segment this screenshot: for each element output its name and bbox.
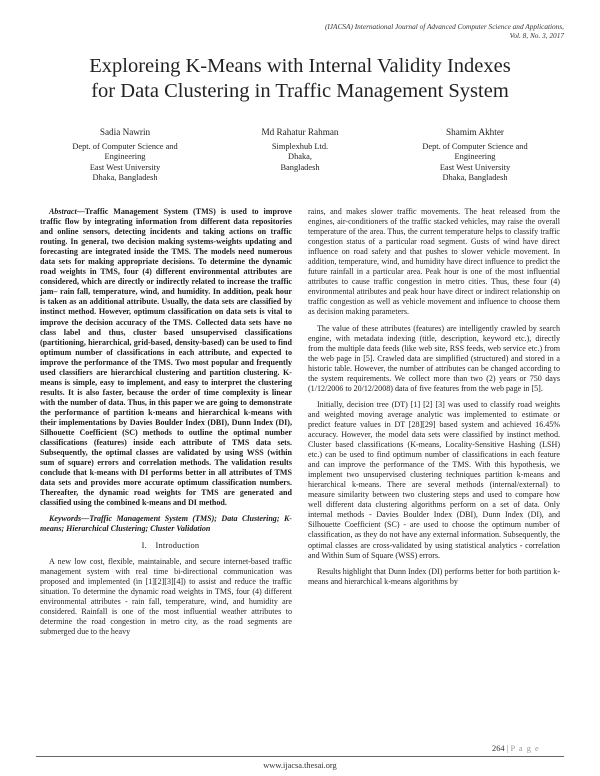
- journal-volume: Vol. 8, No. 3, 2017: [509, 31, 564, 41]
- footer-divider: [36, 756, 564, 757]
- body-paragraph: Results highlight that Dunn Index (DI) performs better for both partition k-means and hierarchical k-means algorithms by: [308, 566, 560, 586]
- author-affiliation: Engineering: [454, 152, 496, 162]
- author-affiliation: Dhaka, Bangladesh: [92, 173, 158, 183]
- author-affiliation: Simplexhub Ltd.: [271, 141, 329, 151]
- author-block-3: [400, 127, 550, 184]
- left-column: [40, 207, 292, 643]
- author-affiliation: Engineering: [104, 152, 146, 162]
- page-number: 264: [492, 744, 505, 753]
- author-affiliation: Dept. of Computer Science and: [422, 141, 528, 151]
- author-block-1: [50, 127, 200, 184]
- keywords: Keywords—Traffic Management System (TMS); Data Clustering; K-means; Hierarchical Clustering; Cluster Validation: [40, 514, 292, 534]
- title-line-1: Exploreing K-Means with Internal Validity Indexes: [89, 55, 511, 77]
- author-affiliation: East West University: [439, 162, 511, 172]
- abstract: [40, 207, 292, 508]
- page-footer: [492, 744, 540, 753]
- page-separator: |: [506, 744, 509, 753]
- section-heading: I. Introduction: [141, 540, 200, 550]
- author-affiliation: Dept. of Computer Science and: [72, 141, 178, 151]
- author-affiliation: Dhaka, Bangladesh: [442, 173, 508, 183]
- paper-title: [40, 54, 560, 104]
- title-line-2: for Data Clustering in Traffic Management System: [91, 80, 509, 102]
- author-name: Sadia Nawrin: [99, 127, 151, 137]
- body-paragraph: The value of these attributes (features) are intelligently crawled by search engine, with metadata indexing (title, description, keyword etc.), directly from the multiple data feeds (like web site, RSS feeds, web service etc.) from the web page in [5]. Crawled data are simplified (structured) and stored in a historic table. However, the number of attributes can be changed according to the system requirements. We collect more than two (2) years or 750 days (1/12/2006 to 20/12/2008) data of five features from the web page in [5].: [308, 323, 560, 393]
- page-label: P a g e: [510, 744, 540, 753]
- right-column: [308, 207, 560, 593]
- author-name: Shamim Akhter: [446, 127, 504, 137]
- body-paragraph: Initially, decision tree (DT) [1] [2] [3] was used to classify road weights and weighted moving average analytic was implemented to estimate or predict feature values in DT [28][29] based system and achieved 16.45% accuracy. However, the model data sets were classified by instinct method. Cluster based classifications (K-means, Locality-Sensitive Hashing (LSH) etc.) can be used to find optimum number of classifications in each feature and can improve the performance of the TMS. With this hypothesis, we implement two unsupervised clustering techniques partition k-means and hierarchical k-means. There are several methods (internal/external) to measure similarity between two clustering steps and used to compare how well different data clustering algorithms perform on a set of data. Only internal methods - Davies Boulder Index (DBI), Dunn Index (DI), and Silhouette Coefficient (SC) - are used to choose the optimum number of classification, as they do not have any external information. Subsequently, the optimal classes are cross-validated by using statistical analytics - correlation and Within Sum of Square (WSS) errors.: [308, 399, 560, 560]
- author-name: Md Rahatur Rahman: [261, 127, 339, 137]
- journal-url: www.ijacsa.thesai.org: [263, 761, 337, 770]
- abstract-lead: Abstract: [49, 207, 77, 216]
- author-affiliation: Dhaka,: [288, 152, 312, 162]
- author-block-2: [225, 127, 375, 173]
- intro-paragraph: A new low cost, flexible, maintainable, and secure internet-based traffic management system with real time bi-directional communication was proposed and implemented (in [1][2][3][4]) to assist and reduce the traffic situation. To determine the dynamic road weights in TMS, four (4) different environmental attributes - rain fall, temperature, wind, and humidity are considered. Rainfall is one of the most influential weather attributes to determine the road congestion in metro city, as the road segments are submerged due to the heavy: [40, 556, 292, 636]
- body-paragraph: rains, and makes slower traffic movements. The heat released from the engines, air-conditioners of the traffic stacked vehicles, may raise the overall temperature of the area. Thus, the current temperature helps to classify traffic congestion status of a particular road segment. Gusts of wind have direct influence on road safety and that pushes to slower vehicle movement. In addition, temperature, wind, and humidity have direct influence to predict the future rainfall in a particular area. Peak hour is one of the most influential attributes to cause traffic congestion in metro cities. Thus, these four (4) environmental attributes and peak hour have direct or indirect relationship on traffic congestion as well as vehicle movement and influence to choose them as decision making parameters.: [308, 207, 560, 317]
- author-affiliation: East West University: [89, 162, 161, 172]
- journal-name: (IJACSA) International Journal of Advanced Computer Science and Applications,: [324, 22, 564, 31]
- abstract-text: —Traffic Management System (TMS) is used to improve traffic flow by integrating information from different data repositories and online sensors, detecting incidents and taking actions on traffic routing. In general, two decision making systems-weights updating and forecasting are integrated inside the TMS. The models need numerous data sets for making appropriate decisions. To determine the dynamic road weights in TMS, four (4) different environmental attributes are considered, which are directly or indirectly related to increase the traffic jam– rain fall, temperature, wind, and humidity. In addition, peak hour is taken as an additional attribute. Usually, the data sets are classified by instinct method. However, optimum classification on data sets is vital to improve the decision accuracy of the TMS. Collected data sets have no class label and thus, cluster based unsupervised classifications (partitioning, hierarchical, grid-based, density-based) can be used to find optimum number of classifications in each attribute, and expected to improve the performance of the TMS. Two most popular and frequently used classifiers are hierarchical clustering and partition clustering. K-means is simple, easy to implement, and easy to interpret the clustering results. It is also faster, because the order of time complexity is linear with the number of data. Thus, in this paper we are going to demonstrate the performance of partition k-means and hierarchical k-means with their implementations by Davies Boulder Index (DBI), Dunn Index (DI), Silhouette Coefficient (SC) methods to outline the optimal number classifications (features) inside each attribute of TMS data sets. Subsequently, the optimal classes are validated by using WSS (within sum of square) errors and correlation methods. The validation results conclude that k-means with DI performs better in all attributes of TMS data sets and provides more accurate optimum classification numbers. Thereafter, the dynamic road weights for TMS are generated and classified using the combined k-means and DI method.: [40, 207, 292, 508]
- journal-header: [234, 22, 564, 40]
- author-affiliation: Bangladesh: [280, 162, 320, 172]
